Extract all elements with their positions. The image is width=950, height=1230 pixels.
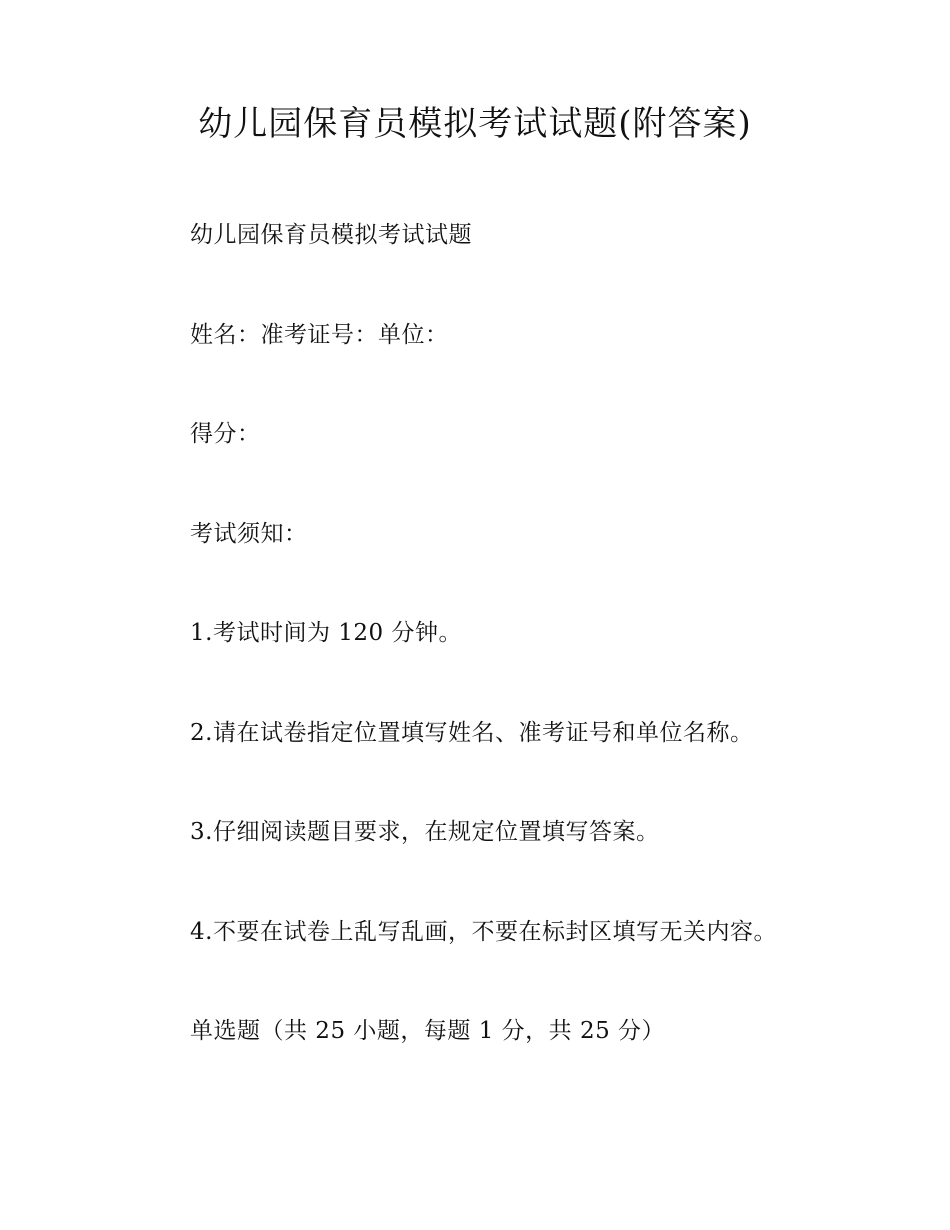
exam-subtitle: 幼儿园保育员模拟考试试题 — [190, 222, 472, 248]
section-heading-single-choice: 单选题（共 25 小题，每题 1 分，共 25 分） — [190, 1018, 666, 1044]
document-title: 幼儿园保育员模拟考试试题(附答案) — [198, 104, 752, 144]
candidate-info-line: 姓名：准考证号：单位： — [190, 322, 449, 348]
instruction-item-1: 1.考试时间为 120 分钟。 — [190, 620, 462, 646]
exam-instructions-heading: 考试须知： — [190, 521, 308, 547]
instruction-item-4: 4.不要在试卷上乱写乱画，不要在标封区填写无关内容。 — [190, 919, 777, 945]
instruction-item-3: 3.仔细阅读题目要求，在规定位置填写答案。 — [190, 819, 660, 845]
instruction-item-2: 2.请在试卷指定位置填写姓名、准考证号和单位名称。 — [190, 720, 754, 746]
score-line: 得分： — [190, 421, 261, 447]
